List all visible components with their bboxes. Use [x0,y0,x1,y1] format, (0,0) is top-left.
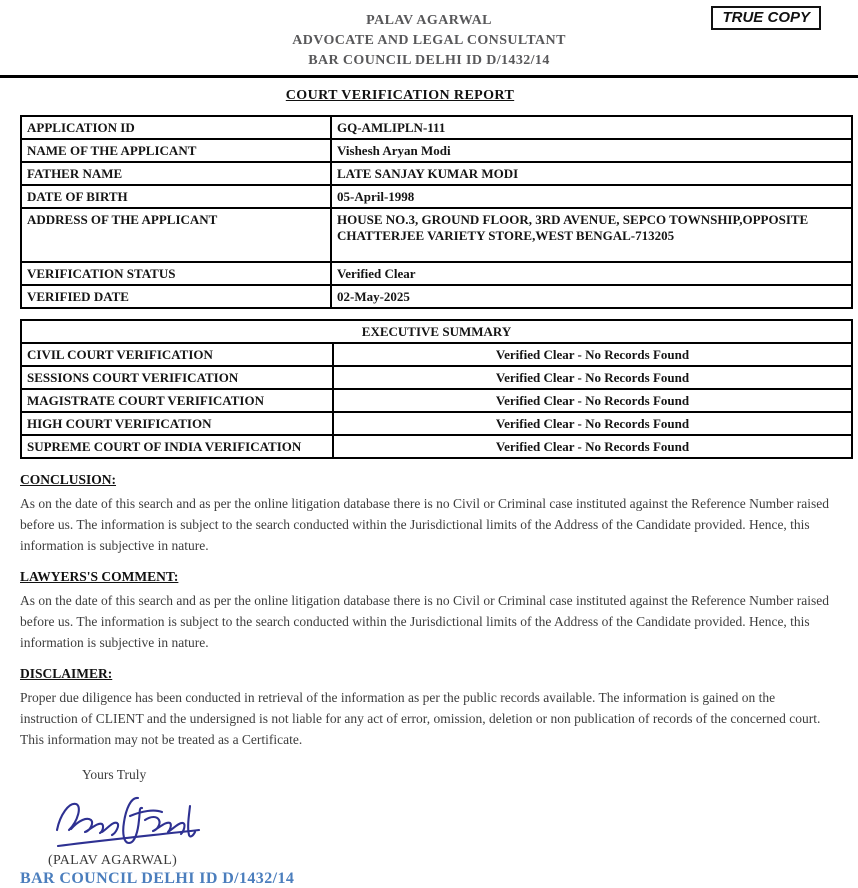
court-status: Verified Clear - No Records Found [333,343,852,366]
lawyers-comment-text: As on the date of this search and as per the online litigation database there is no Civil or Criminal case instituted against the Reference Number raised before us. The information is subject to the search conducted within the Jurisdictional limits of the Address of the Candidate provided. Hence, this information is subjective in nature. [20,593,830,650]
court-label: HIGH COURT VERIFICATION [21,412,333,435]
signature-image [50,789,205,851]
table-row [21,139,852,162]
table-row [21,412,852,435]
detail-value: 05-April-1998 [331,185,852,208]
page-title: COURT VERIFICATION REPORT [285,88,515,103]
conclusion-section [20,472,850,556]
detail-value: LATE SANJAY KUMAR MODI [331,162,852,185]
advocate-title: ADVOCATE AND LEGAL CONSULTANT [292,33,566,48]
detail-label: ADDRESS OF THE APPLICANT [21,208,331,262]
lawyers-comment-heading: LAWYERS'S COMMENT: [20,569,179,584]
court-label: SUPREME COURT OF INDIA VERIFICATION [21,435,333,458]
court-status: Verified Clear - No Records Found [333,412,852,435]
advocate-name: PALAV AGARWAL [366,13,492,28]
detail-value: Vishesh Aryan Modi [331,139,852,162]
detail-value: 02-May-2025 [331,285,852,308]
court-label: CIVIL COURT VERIFICATION [21,343,333,366]
applicant-details-table [20,115,853,309]
detail-label: DATE OF BIRTH [21,185,331,208]
letterhead [0,0,858,71]
court-label: SESSIONS COURT VERIFICATION [21,366,333,389]
executive-summary-title: EXECUTIVE SUMMARY [21,320,852,343]
salutation: Yours Truly [82,767,147,782]
table-row [21,343,852,366]
detail-label: VERIFIED DATE [21,285,331,308]
disclaimer-section [20,666,850,750]
detail-value: Verified Clear [331,262,852,285]
disclaimer-heading: DISCLAIMER: [20,666,113,681]
conclusion-heading: CONCLUSION: [20,472,117,487]
detail-value: HOUSE NO.3, GROUND FLOOR, 3RD AVENUE, SEPCO TOWNSHIP,OPPOSITE CHATTERJEE VARIETY STORE,WEST BENGAL-713205 [331,208,852,262]
lawyers-comment-section [20,569,850,653]
advocate-bar-id: BAR COUNCIL DELHI ID D/1432/14 [308,53,550,68]
table-row [21,162,852,185]
court-label: MAGISTRATE COURT VERIFICATION [21,389,333,412]
conclusion-text: As on the date of this search and as per the online litigation database there is no Civil or Criminal case instituted against the Reference Number raised before us. The information is subject to the search conducted within the Jurisdictional limits of the Address of the Candidate provided. Hence, this information is subjective in nature. [20,496,830,553]
disclaimer-text: Proper due diligence has been conducted in retrieval of the information as per the public records available. The information is gained on the instruction of CLIENT and the undersigned is not liable for any act of error, omission, deletion or non publication of records of the concerned court. This information may not be treated as a Certificate. [20,690,821,747]
table-row [21,285,852,308]
true-copy-stamp: TRUE COPY [711,6,821,30]
table-row [21,435,852,458]
detail-value: GQ-AMLIPLN-111 [331,116,852,139]
header-divider [0,75,858,78]
report-body [0,88,858,888]
signatory-name: (PALAV AGARWAL) [48,853,178,868]
executive-summary-table [20,319,853,459]
table-row [21,262,852,285]
table-row [21,208,852,262]
detail-label: VERIFICATION STATUS [21,262,331,285]
table-row [21,366,852,389]
table-row [21,185,852,208]
court-status: Verified Clear - No Records Found [333,366,852,389]
court-status: Verified Clear - No Records Found [333,389,852,412]
table-row [21,389,852,412]
bar-council-id: BAR COUNCIL DELHI ID D/1432/14 [20,870,295,887]
closing-block [20,767,850,888]
detail-label: APPLICATION ID [21,116,331,139]
detail-label: NAME OF THE APPLICANT [21,139,331,162]
court-status: Verified Clear - No Records Found [333,435,852,458]
detail-label: FATHER NAME [21,162,331,185]
table-header-row [21,320,852,343]
table-row [21,116,852,139]
